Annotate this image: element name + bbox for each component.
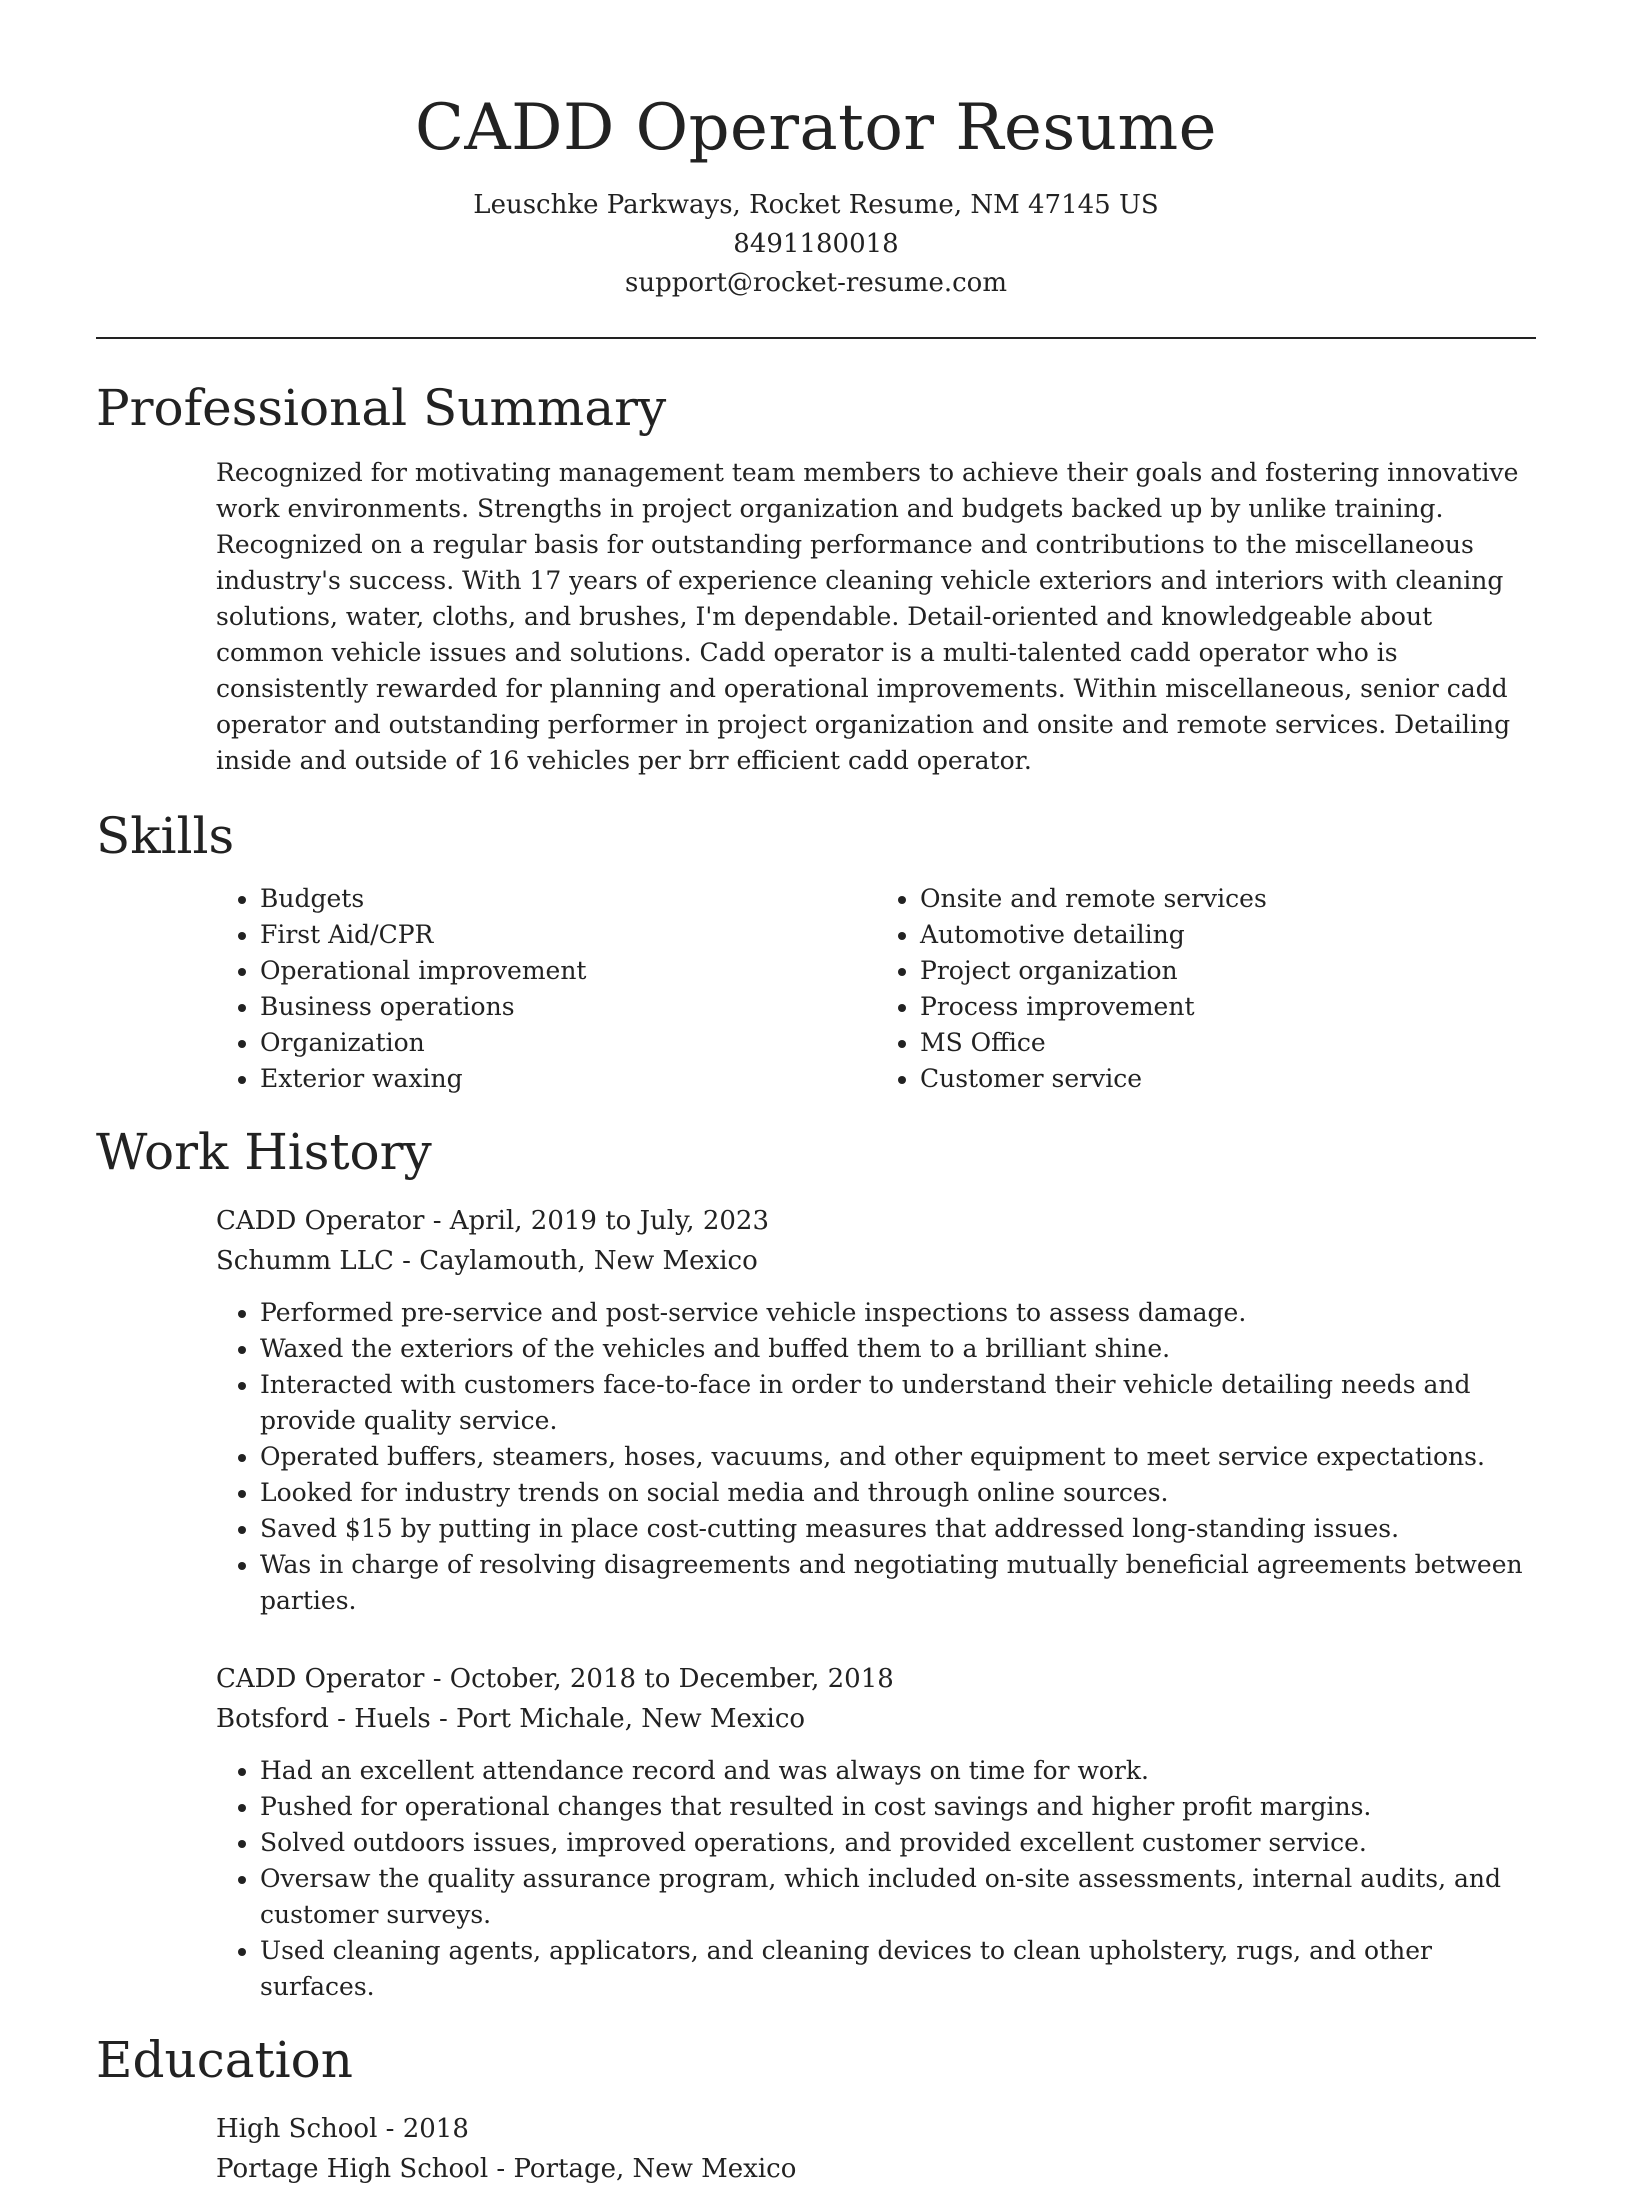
job-duty: • Looked for industry trends on social media and through online sources.: [260, 1475, 1536, 1511]
skills-column-left: [216, 881, 876, 1097]
job-company: Botsford - Huels: [216, 1704, 431, 1734]
skill-item: • First Aid/CPR: [260, 917, 876, 953]
contact-info: [96, 186, 1536, 303]
skill-item: • Automotive detailing: [920, 917, 1536, 953]
resume-page: [96, 0, 1536, 2189]
skill-item: • Exterior waxing: [260, 1061, 876, 1097]
job-duty: • Had an excellent attendance record and was always on time for work.: [260, 1753, 1536, 1789]
job-title: CADD Operator: [216, 1664, 425, 1694]
email-address: support@rocket-resume.com: [624, 268, 1007, 298]
job-duty: • Used cleaning agents, applicators, and cleaning devices to clean upholstery, rugs, and other surfaces.: [260, 1933, 1536, 2005]
job-dates: October, 2018 to December, 2018: [449, 1664, 894, 1694]
skill-item: • Process improvement: [920, 989, 1536, 1025]
job-location: Caylamouth, New Mexico: [419, 1246, 758, 1276]
skills-column-right: [876, 881, 1536, 1097]
job-duties: [216, 1753, 1536, 2005]
job-entry: [216, 1659, 1536, 2005]
job-entry: [216, 1201, 1536, 1619]
job-duty: • Operated buffers, steamers, hoses, vacuums, and other equipment to meet service expectations.: [260, 1439, 1536, 1475]
job-duty: • Saved $15 by putting in place cost-cutting measures that addressed long-standing issues.: [260, 1511, 1536, 1547]
page-title: CADD Operator Resume: [414, 91, 1218, 165]
job-duty: • Performed pre-service and post-service vehicle inspections to assess damage.: [260, 1295, 1536, 1331]
education-entry: [216, 2109, 1536, 2189]
header-divider: [96, 337, 1536, 339]
job-title-line: CADD Operator - October, 2018 to December, 2018: [216, 1664, 894, 1694]
school-name: Portage High School: [216, 2154, 489, 2184]
job-duty: • Oversaw the quality assurance program, which included on-site assessments, internal audits, and customer surveys.: [260, 1861, 1536, 1933]
resume-header: [96, 0, 1536, 303]
skill-item: • Business operations: [260, 989, 876, 1025]
job-company: Schumm LLC: [216, 1246, 394, 1276]
job-duty: • Solved outdoors issues, improved operations, and provided excellent customer service.: [260, 1825, 1536, 1861]
work-history-heading: Work History: [96, 1123, 432, 1181]
job-duty: • Waxed the exteriors of the vehicles and buffed them to a brilliant shine.: [260, 1331, 1536, 1367]
job-location: Port Michale, New Mexico: [456, 1704, 806, 1734]
school-location: Portage, New Mexico: [513, 2154, 797, 2184]
summary-text: Recognized for motivating management team members to achieve their goals and fostering innovative work environments. Strengths in project organization and budgets backed up by unlike training. Recognized on a regular basis for outstanding performance and contributions to the miscellaneous industry's success. With 17 years of experience cleaning vehicle exteriors and interiors with cleaning solutions, water, cloths, and brushes, I'm dependable. Detail-oriented and knowledgeable about common vehicle issues and solutions. Cadd operator is a multi-talented cadd operator who is consistently rewarded for planning and operational improvements. Within miscellaneous, senior cadd operator and outstanding performer in project organization and onsite and remote services. Detailing inside and outside of 16 vehicles per brr efficient cadd operator.: [216, 458, 1519, 775]
job-company-line: Schumm LLC - Caylamouth, New Mexico: [216, 1246, 758, 1276]
school-line: Portage High School - Portage, New Mexico: [216, 2154, 797, 2184]
job-dates: April, 2019 to July, 2023: [449, 1206, 769, 1236]
skill-item: • MS Office: [920, 1025, 1536, 1061]
job-title-line: CADD Operator - April, 2019 to July, 2023: [216, 1206, 769, 1236]
graduation-year: 2018: [402, 2114, 469, 2144]
skill-item: • Organization: [260, 1025, 876, 1061]
skill-item: • Onsite and remote services: [920, 881, 1536, 917]
job-company-line: Botsford - Huels - Port Michale, New Mexico: [216, 1704, 806, 1734]
job-title: CADD Operator: [216, 1206, 425, 1236]
phone-number: 8491180018: [733, 229, 899, 259]
skill-item: • Budgets: [260, 881, 876, 917]
skill-item: • Customer service: [920, 1061, 1536, 1097]
job-duty: • Pushed for operational changes that resulted in cost savings and higher profit margins.: [260, 1789, 1536, 1825]
job-duty: • Interacted with customers face-to-face in order to understand their vehicle detailing needs and provide quality service.: [260, 1367, 1536, 1439]
degree-line: High School - 2018: [216, 2114, 469, 2144]
skills-list: [216, 881, 1536, 1097]
education-heading: Education: [96, 2031, 353, 2089]
skills-heading: Skills: [96, 807, 235, 865]
job-duties: [216, 1295, 1536, 1619]
skill-item: • Project organization: [920, 953, 1536, 989]
summary-heading: Professional Summary: [96, 379, 667, 437]
address: Leuschke Parkways, Rocket Resume, NM 47145 US: [473, 190, 1159, 220]
degree: High School: [216, 2114, 378, 2144]
job-duty: • Was in charge of resolving disagreements and negotiating mutually beneficial agreements between parties.: [260, 1547, 1536, 1619]
skill-item: • Operational improvement: [260, 953, 876, 989]
